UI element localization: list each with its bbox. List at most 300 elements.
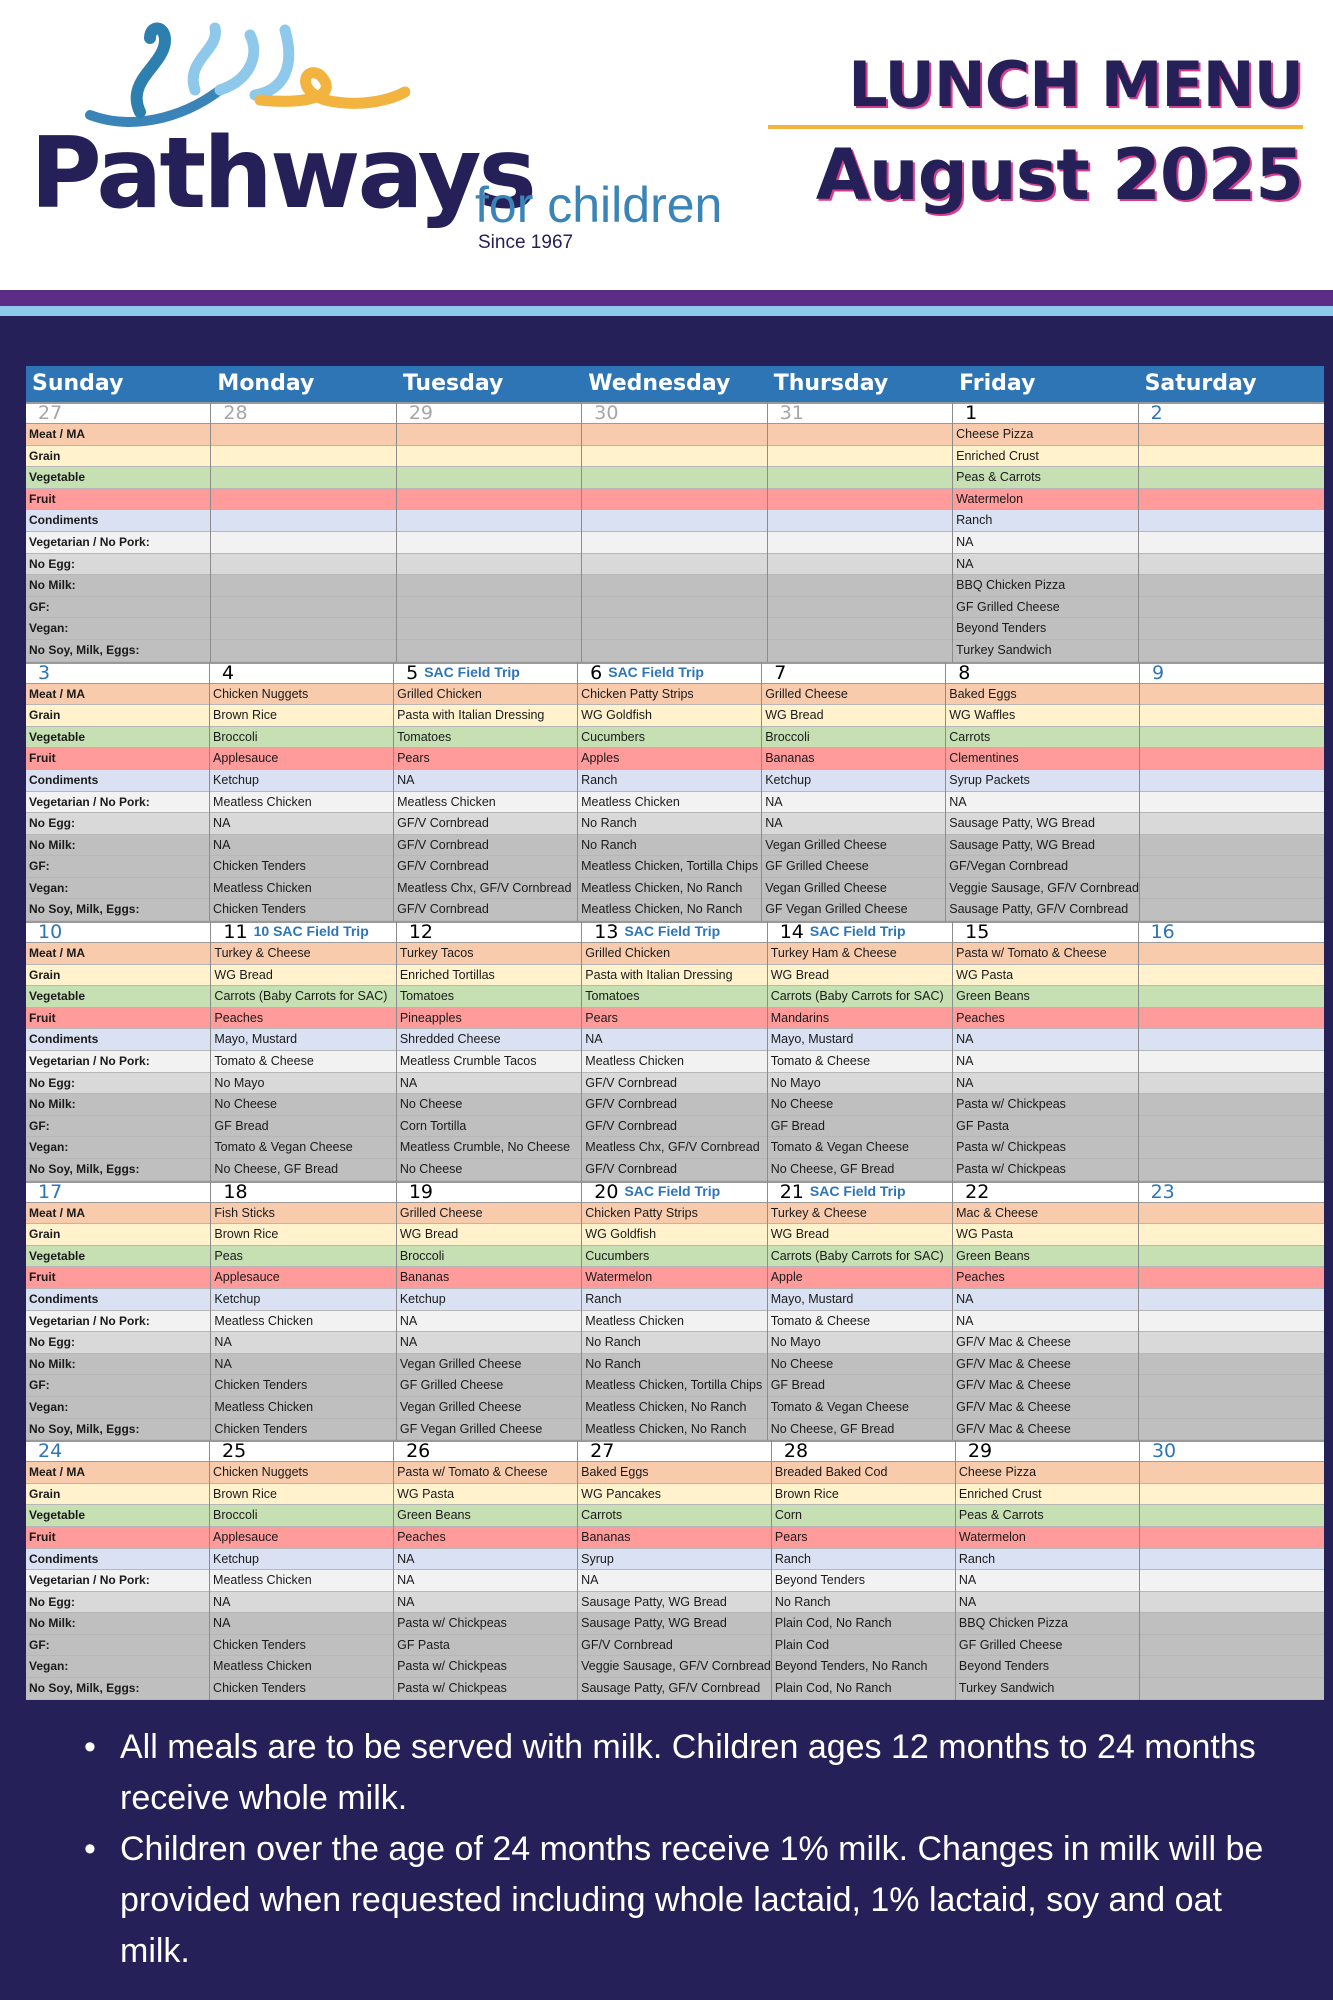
menu-item: Turkey & Cheese bbox=[768, 1203, 952, 1225]
menu-item: GF/V Cornbread bbox=[582, 1159, 766, 1181]
menu-item: GF/V Mac & Cheese bbox=[953, 1375, 1137, 1397]
menu-item: NA bbox=[210, 835, 393, 857]
menu-item: Broccoli bbox=[762, 727, 945, 749]
date-number: 25 bbox=[222, 1440, 247, 1463]
row-label: Condiments bbox=[26, 1549, 209, 1571]
milk-note bbox=[80, 1824, 1280, 1977]
date-row bbox=[768, 921, 952, 943]
row-label: No Milk: bbox=[26, 1354, 210, 1376]
empty-item bbox=[582, 467, 766, 489]
date-row bbox=[26, 662, 209, 684]
menu-item: Broccoli bbox=[210, 1505, 393, 1527]
date-number: 29 bbox=[967, 1440, 993, 1463]
date-row bbox=[1139, 1181, 1324, 1203]
date-number: 31 bbox=[779, 402, 804, 424]
date-row bbox=[772, 1440, 955, 1462]
menu-item: GF/V Cornbread bbox=[582, 1073, 766, 1095]
field-trip-note: SAC Field Trip bbox=[624, 1182, 721, 1199]
menu-item: Chicken Tenders bbox=[210, 1678, 393, 1700]
menu-item: Veggie Sausage, GF/V Cornbread bbox=[578, 1656, 771, 1678]
date-row bbox=[26, 921, 210, 943]
menu-item: Ranch bbox=[956, 1549, 1139, 1571]
empty-item bbox=[582, 554, 766, 576]
menu-item: Peas & Carrots bbox=[956, 1505, 1139, 1527]
menu-item: Pears bbox=[772, 1527, 955, 1549]
menu-item: NA bbox=[211, 1332, 395, 1354]
menu-item: NA bbox=[946, 792, 1139, 814]
menu-item: Tomatoes bbox=[397, 986, 581, 1008]
empty-item bbox=[768, 446, 952, 468]
menu-item: Bananas bbox=[762, 748, 945, 770]
menu-item: Meatless Chicken, No Ranch bbox=[578, 899, 761, 921]
menu-item: Plain Cod bbox=[772, 1635, 955, 1657]
empty-item bbox=[582, 489, 766, 511]
date-number: 6 bbox=[590, 661, 603, 684]
menu-item: GF/V Cornbread bbox=[394, 835, 577, 857]
day-cell bbox=[26, 921, 211, 1181]
menu-item: Meatless Chicken, No Ranch bbox=[578, 878, 761, 900]
day-cell bbox=[26, 1181, 211, 1441]
weekday-header bbox=[26, 366, 1324, 402]
menu-item: Turkey Sandwich bbox=[956, 1678, 1139, 1700]
menu-item: Ketchup bbox=[397, 1289, 581, 1311]
menu-item: NA bbox=[578, 1570, 771, 1592]
menu-item: NA bbox=[953, 1311, 1137, 1333]
menu-item: Watermelon bbox=[582, 1267, 766, 1289]
menu-item: Pasta w/ Tomato & Cheese bbox=[953, 943, 1137, 965]
menu-item: GF Grilled Cheese bbox=[953, 597, 1137, 619]
menu-item: GF/V Cornbread bbox=[578, 1635, 771, 1657]
menu-item: Sausage Patty, GF/V Cornbread bbox=[578, 1678, 771, 1700]
empty-item bbox=[1139, 1116, 1324, 1138]
menu-item: Pasta w/ Tomato & Cheese bbox=[394, 1462, 577, 1484]
menu-item: No Cheese bbox=[211, 1094, 395, 1116]
menu-item: WG Bread bbox=[211, 965, 395, 987]
date-number: 19 bbox=[408, 1180, 434, 1203]
row-label: No Soy, Milk, Eggs: bbox=[26, 640, 210, 662]
menu-item: GF Bread bbox=[768, 1116, 952, 1138]
day-cell bbox=[211, 921, 396, 1181]
header-band-light bbox=[0, 306, 1333, 316]
menu-item: Chicken Tenders bbox=[210, 899, 393, 921]
menu-item: Pineapples bbox=[397, 1008, 581, 1030]
row-label: No Soy, Milk, Eggs: bbox=[26, 1678, 209, 1700]
row-label: Vegetarian / No Pork: bbox=[26, 1311, 210, 1333]
menu-item: Sausage Patty, WG Bread bbox=[578, 1592, 771, 1614]
empty-item bbox=[1139, 510, 1324, 532]
empty-item bbox=[768, 532, 952, 554]
menu-item: Meatless Chicken bbox=[394, 792, 577, 814]
empty-item bbox=[1140, 1570, 1324, 1592]
menu-item: Chicken Tenders bbox=[211, 1375, 395, 1397]
weekday-wednesday: Wednesday bbox=[588, 371, 731, 396]
empty-item bbox=[1140, 705, 1324, 727]
date-row bbox=[578, 1440, 771, 1462]
row-label: Fruit bbox=[26, 1008, 210, 1030]
date-row bbox=[394, 1440, 577, 1462]
menu-item: WG Pasta bbox=[953, 965, 1137, 987]
date-number: 2 bbox=[1150, 402, 1163, 424]
menu-item: Grilled Chicken bbox=[582, 943, 766, 965]
menu-item: Pasta w/ Chickpeas bbox=[953, 1094, 1137, 1116]
menu-item: Turkey Ham & Cheese bbox=[768, 943, 952, 965]
milk-note bbox=[80, 1722, 1280, 1824]
row-label: No Soy, Milk, Eggs: bbox=[26, 899, 209, 921]
menu-item: NA bbox=[953, 532, 1137, 554]
empty-item bbox=[1140, 878, 1324, 900]
date-number: 5 bbox=[406, 661, 419, 684]
row-label: GF: bbox=[26, 1375, 210, 1397]
field-trip-note: SAC Field Trip bbox=[809, 923, 906, 940]
menu-item: Mandarins bbox=[768, 1008, 952, 1030]
empty-item bbox=[1139, 424, 1324, 446]
weekday-friday: Friday bbox=[959, 371, 1036, 396]
row-label: Fruit bbox=[26, 748, 209, 770]
row-label: Meat / MA bbox=[26, 943, 210, 965]
date-number: 28 bbox=[783, 1440, 809, 1463]
menu-item: Mayo, Mustard bbox=[768, 1029, 952, 1051]
menu-item: Green Beans bbox=[953, 1246, 1137, 1268]
day-cell bbox=[953, 402, 1138, 662]
date-number: 14 bbox=[779, 921, 804, 944]
menu-item: Ketchup bbox=[210, 770, 393, 792]
menu-item: Syrup Packets bbox=[946, 770, 1139, 792]
empty-item bbox=[1140, 899, 1324, 921]
menu-item: Meatless Chicken bbox=[210, 1570, 393, 1592]
empty-item bbox=[1139, 1354, 1324, 1376]
menu-item: Meatless Chicken bbox=[211, 1397, 395, 1419]
day-cell bbox=[26, 1440, 210, 1700]
empty-item bbox=[1139, 640, 1324, 662]
date-number: 7 bbox=[774, 661, 787, 684]
day-cell bbox=[394, 1440, 578, 1700]
menu-item: Bananas bbox=[397, 1267, 581, 1289]
day-cell bbox=[582, 1181, 767, 1441]
date-number: 8 bbox=[958, 661, 971, 684]
date-row bbox=[582, 402, 766, 424]
row-label: Vegetable bbox=[26, 467, 210, 489]
menu-item: NA bbox=[762, 813, 945, 835]
menu-item: WG Waffles bbox=[946, 705, 1139, 727]
date-row bbox=[211, 1181, 395, 1203]
menu-item: No Ranch bbox=[578, 813, 761, 835]
date-number: 1 bbox=[965, 402, 978, 424]
day-cell bbox=[211, 1181, 396, 1441]
menu-item: GF/V Mac & Cheese bbox=[953, 1419, 1137, 1441]
weekday-thursday: Thursday bbox=[773, 371, 889, 396]
menu-item: Peaches bbox=[394, 1527, 577, 1549]
calendar-week bbox=[26, 402, 1324, 662]
date-number: 28 bbox=[223, 402, 248, 424]
menu-item: Meatless Chicken bbox=[582, 1051, 766, 1073]
title-divider bbox=[768, 125, 1303, 129]
menu-item: No Cheese bbox=[768, 1354, 952, 1376]
empty-item bbox=[1139, 1375, 1324, 1397]
menu-item: Peas bbox=[211, 1246, 395, 1268]
row-label: Vegetable bbox=[26, 727, 209, 749]
menu-item: Ranch bbox=[953, 510, 1137, 532]
empty-item bbox=[1139, 1267, 1324, 1289]
empty-item bbox=[1139, 1203, 1324, 1225]
menu-item: No Cheese, GF Bread bbox=[768, 1159, 952, 1181]
empty-item bbox=[1139, 467, 1324, 489]
empty-item bbox=[211, 575, 395, 597]
menu-item: Grilled Chicken bbox=[394, 684, 577, 706]
menu-item: No Mayo bbox=[768, 1332, 952, 1354]
menu-item: Clementines bbox=[946, 748, 1139, 770]
empty-item bbox=[768, 597, 952, 619]
row-label: GF: bbox=[26, 1116, 210, 1138]
menu-item: Baked Eggs bbox=[578, 1462, 771, 1484]
menu-item: Pasta with Italian Dressing bbox=[582, 965, 766, 987]
row-label: No Soy, Milk, Eggs: bbox=[26, 1159, 210, 1181]
logo-since: Since 1967 bbox=[478, 232, 574, 253]
menu-item: GF/V Cornbread bbox=[582, 1116, 766, 1138]
menu-item: Tomato & Vegan Cheese bbox=[768, 1397, 952, 1419]
day-cell bbox=[768, 1181, 953, 1441]
empty-item bbox=[1139, 1029, 1324, 1051]
day-cell bbox=[772, 1440, 956, 1700]
date-number: 30 bbox=[594, 402, 619, 424]
menu-item: Carrots bbox=[946, 727, 1139, 749]
menu-item: Cucumbers bbox=[578, 727, 761, 749]
footer-notes bbox=[0, 1702, 1333, 2000]
menu-item: NA bbox=[211, 1354, 395, 1376]
menu-item: Chicken Nuggets bbox=[210, 1462, 393, 1484]
bullet-icon: • bbox=[84, 1728, 96, 1766]
menu-item: Beyond Tenders bbox=[953, 618, 1137, 640]
milk-notes-list bbox=[80, 1722, 1280, 1977]
menu-item: WG Pancakes bbox=[578, 1484, 771, 1506]
empty-item bbox=[1139, 618, 1324, 640]
empty-item bbox=[1139, 1332, 1324, 1354]
row-label: Vegetarian / No Pork: bbox=[26, 1051, 210, 1073]
date-row bbox=[582, 921, 766, 943]
empty-item bbox=[1139, 1159, 1324, 1181]
menu-item: Meatless Chicken bbox=[582, 1311, 766, 1333]
row-label: Grain bbox=[26, 705, 209, 727]
menu-calendar bbox=[26, 366, 1324, 1700]
menu-item: Ranch bbox=[578, 770, 761, 792]
menu-item: WG Bread bbox=[397, 1224, 581, 1246]
menu-item: GF Pasta bbox=[953, 1116, 1137, 1138]
menu-month: August 2025 bbox=[815, 134, 1303, 217]
date-row bbox=[768, 1181, 952, 1203]
row-label: GF: bbox=[26, 1635, 209, 1657]
menu-item: NA bbox=[956, 1592, 1139, 1614]
empty-item bbox=[1139, 1311, 1324, 1333]
empty-item bbox=[1139, 1137, 1324, 1159]
menu-item: GF Bread bbox=[768, 1375, 952, 1397]
menu-item: Pasta with Italian Dressing bbox=[394, 705, 577, 727]
menu-item: NA bbox=[953, 554, 1137, 576]
field-trip-note: SAC Field Trip bbox=[424, 663, 520, 680]
menu-item: NA bbox=[210, 813, 393, 835]
menu-item: Tomato & Cheese bbox=[211, 1051, 395, 1073]
empty-item bbox=[1139, 1008, 1324, 1030]
empty-item bbox=[768, 575, 952, 597]
empty-item bbox=[1140, 835, 1324, 857]
date-row bbox=[582, 1181, 766, 1203]
menu-item: Peaches bbox=[953, 1008, 1137, 1030]
menu-item: GF Pasta bbox=[394, 1635, 577, 1657]
menu-item: NA bbox=[394, 1549, 577, 1571]
menu-item: Mayo, Mustard bbox=[211, 1029, 395, 1051]
menu-item: Meatless Chicken bbox=[578, 792, 761, 814]
menu-item: Beyond Tenders, No Ranch bbox=[772, 1656, 955, 1678]
row-label: GF: bbox=[26, 856, 209, 878]
menu-item: No Ranch bbox=[772, 1592, 955, 1614]
empty-item bbox=[768, 489, 952, 511]
menu-item: NA bbox=[953, 1289, 1137, 1311]
header-band-navy bbox=[0, 316, 1333, 356]
menu-item: Pasta w/ Chickpeas bbox=[394, 1656, 577, 1678]
menu-item: Broccoli bbox=[397, 1246, 581, 1268]
day-cell bbox=[768, 402, 953, 662]
date-number: 24 bbox=[38, 1440, 63, 1463]
menu-item: Pasta w/ Chickpeas bbox=[953, 1159, 1137, 1181]
empty-item bbox=[1139, 554, 1324, 576]
menu-item: Sausage Patty, WG Bread bbox=[946, 835, 1139, 857]
menu-item: GF/V Mac & Cheese bbox=[953, 1354, 1137, 1376]
field-trip-note: SAC Field Trip bbox=[608, 663, 704, 680]
menu-item: GF/Vegan Cornbread bbox=[946, 856, 1139, 878]
menu-item: Peaches bbox=[211, 1008, 395, 1030]
menu-item: WG Goldfish bbox=[582, 1224, 766, 1246]
menu-item: Turkey & Cheese bbox=[211, 943, 395, 965]
menu-item: No Ranch bbox=[582, 1354, 766, 1376]
menu-item: Pasta w/ Chickpeas bbox=[953, 1137, 1137, 1159]
row-label: Grain bbox=[26, 446, 210, 468]
menu-item: Apples bbox=[578, 748, 761, 770]
date-row bbox=[1139, 921, 1324, 943]
field-trip-note: SAC Field Trip bbox=[809, 1182, 906, 1199]
empty-item bbox=[1139, 986, 1324, 1008]
menu-item: Tomato & Vegan Cheese bbox=[211, 1137, 395, 1159]
empty-item bbox=[1139, 1246, 1324, 1268]
row-label: Vegetable bbox=[26, 1246, 210, 1268]
menu-item: Chicken Tenders bbox=[210, 1635, 393, 1657]
menu-item: Turkey Tacos bbox=[397, 943, 581, 965]
menu-item: Carrots bbox=[578, 1505, 771, 1527]
empty-item bbox=[582, 532, 766, 554]
menu-item: Brown Rice bbox=[211, 1224, 395, 1246]
empty-item bbox=[1140, 1613, 1324, 1635]
date-number: 30 bbox=[1151, 1440, 1177, 1463]
menu-item: Veggie Sausage, GF/V Cornbread bbox=[946, 878, 1139, 900]
empty-item bbox=[211, 554, 395, 576]
row-label: No Egg: bbox=[26, 554, 210, 576]
menu-item: Corn Tortilla bbox=[397, 1116, 581, 1138]
menu-item: Beyond Tenders bbox=[956, 1656, 1139, 1678]
menu-item: Enriched Crust bbox=[953, 446, 1137, 468]
row-label: Vegetable bbox=[26, 986, 210, 1008]
empty-item bbox=[1139, 532, 1324, 554]
date-number: 17 bbox=[38, 1180, 63, 1203]
milk-note-text: Children over the age of 24 months receive 1% milk. Changes in milk will be provided when requested including whole lactaid, 1% lactaid, soy and oat milk. bbox=[120, 1830, 1264, 1970]
menu-item: NA bbox=[953, 1073, 1137, 1095]
menu-item: WG Bread bbox=[768, 965, 952, 987]
empty-item bbox=[1140, 1527, 1324, 1549]
menu-item: Vegan Grilled Cheese bbox=[397, 1397, 581, 1419]
menu-item: Chicken Patty Strips bbox=[578, 684, 761, 706]
menu-item: NA bbox=[210, 1592, 393, 1614]
menu-item: Pasta w/ Chickpeas bbox=[394, 1678, 577, 1700]
menu-item: Sausage Patty, GF/V Cornbread bbox=[946, 899, 1139, 921]
menu-item: Cucumbers bbox=[582, 1246, 766, 1268]
empty-item bbox=[1140, 1462, 1324, 1484]
menu-item: Tomatoes bbox=[582, 986, 766, 1008]
day-cell bbox=[397, 921, 582, 1181]
date-row bbox=[1140, 1440, 1324, 1462]
day-cell bbox=[210, 662, 394, 922]
menu-item: WG Goldfish bbox=[578, 705, 761, 727]
row-label: No Egg: bbox=[26, 1592, 209, 1614]
weekday-saturday: Saturday bbox=[1144, 371, 1257, 396]
day-cell bbox=[26, 402, 211, 662]
calendar-week bbox=[26, 662, 1324, 922]
menu-item: NA bbox=[953, 1051, 1137, 1073]
menu-item: Meatless Chicken bbox=[211, 1311, 395, 1333]
menu-item: Pasta w/ Chickpeas bbox=[394, 1613, 577, 1635]
date-number: 29 bbox=[408, 402, 434, 424]
menu-item: Chicken Tenders bbox=[210, 856, 393, 878]
weekday-sunday: Sunday bbox=[32, 371, 124, 396]
menu-item: Beyond Tenders bbox=[772, 1570, 955, 1592]
date-number: 26 bbox=[406, 1440, 431, 1463]
empty-item bbox=[582, 640, 766, 662]
empty-item bbox=[1140, 1678, 1324, 1700]
menu-item: Meatless Chicken, Tortilla Chips bbox=[582, 1375, 766, 1397]
menu-item: Enriched Crust bbox=[956, 1484, 1139, 1506]
empty-item bbox=[1140, 1505, 1324, 1527]
menu-item: Tomato & Cheese bbox=[768, 1051, 952, 1073]
menu-item: Bananas bbox=[578, 1527, 771, 1549]
date-row bbox=[578, 662, 761, 684]
empty-item bbox=[1140, 1656, 1324, 1678]
menu-item: Meatless Crumble Tacos bbox=[397, 1051, 581, 1073]
empty-item bbox=[1140, 770, 1324, 792]
logo-subtitle: for children bbox=[475, 177, 723, 233]
menu-item: Pears bbox=[582, 1008, 766, 1030]
empty-item bbox=[582, 618, 766, 640]
menu-item: GF Vegan Grilled Cheese bbox=[762, 899, 945, 921]
day-cell bbox=[578, 1440, 772, 1700]
menu-item: NA bbox=[210, 1613, 393, 1635]
menu-item: Turkey Sandwich bbox=[953, 640, 1137, 662]
empty-item bbox=[1139, 943, 1324, 965]
menu-item: Cheese Pizza bbox=[953, 424, 1137, 446]
empty-item bbox=[1139, 489, 1324, 511]
day-cell bbox=[1140, 662, 1324, 922]
menu-item: GF/V Cornbread bbox=[394, 813, 577, 835]
empty-item bbox=[1140, 1484, 1324, 1506]
menu-item: Grilled Cheese bbox=[397, 1203, 581, 1225]
empty-item bbox=[211, 489, 395, 511]
header-band-purple bbox=[0, 290, 1333, 306]
empty-item bbox=[768, 510, 952, 532]
day-cell bbox=[394, 662, 578, 922]
menu-item: No Mayo bbox=[211, 1073, 395, 1095]
empty-item bbox=[397, 424, 581, 446]
empty-item bbox=[397, 554, 581, 576]
empty-item bbox=[211, 532, 395, 554]
date-number: 15 bbox=[965, 921, 990, 944]
menu-item: Meatless Chicken bbox=[210, 878, 393, 900]
row-label: Meat / MA bbox=[26, 424, 210, 446]
date-row bbox=[956, 1440, 1139, 1462]
menu-item: Corn bbox=[772, 1505, 955, 1527]
